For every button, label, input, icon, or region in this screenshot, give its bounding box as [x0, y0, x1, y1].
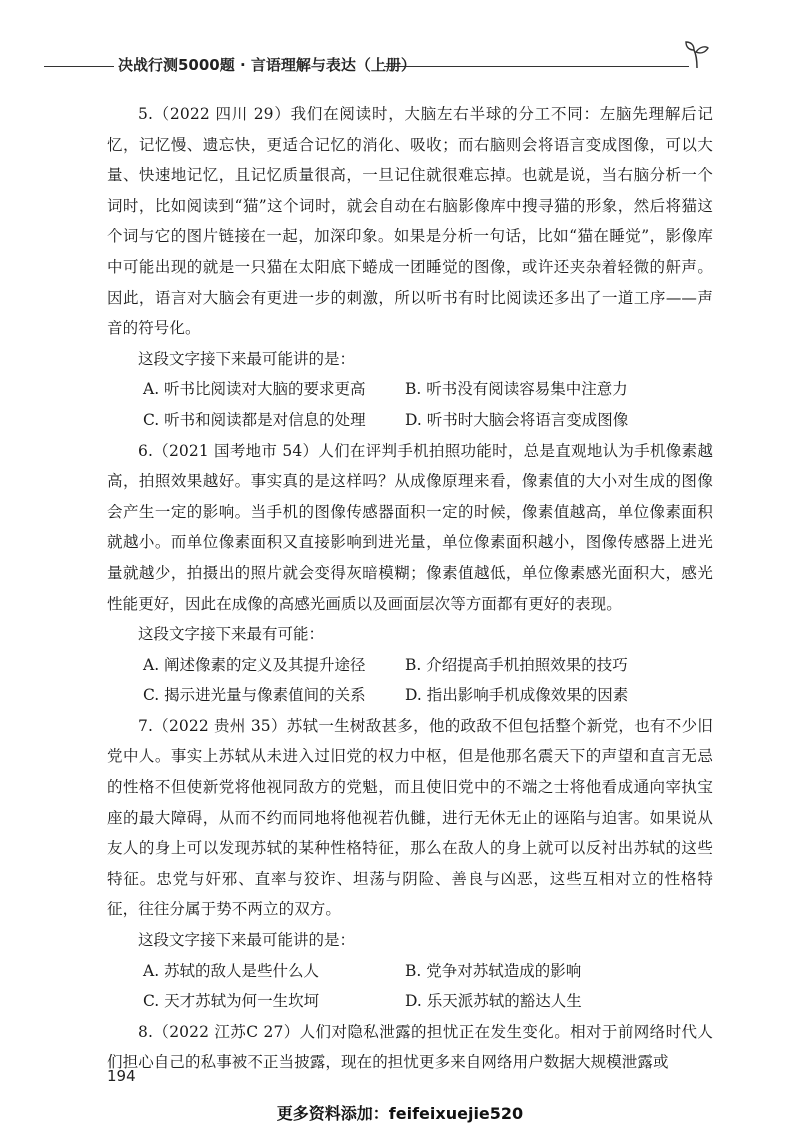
option-a: A. 阐述像素的定义及其提升途径 — [143, 655, 366, 674]
page-content — [107, 99, 713, 1078]
option-d: D. 听书时大脑会将语言变成图像 — [405, 410, 629, 429]
question-5-options — [107, 374, 713, 435]
header-title: 决战行测5000题 · 言语理解与表达（上册） — [118, 56, 416, 74]
question-7-passage: 7.（2022 贵州 35）苏轼一生树敌甚多，他的政敌不但包括整个新党，也有不少旧党中人。事实上苏轼从未进入过旧党的权力中枢，但是他那名震天下的声望和直言无忌的性格不但使新党将他视同敌方的党魁，而且使旧党中的不端之士将他看成通向宰执宝座的最大障碍，从而不约而同地将他视若仇雠，进行无休无止的诬陷与迫害。如果说从友人的身上可以发现苏轼的某种性格特征，那么在敌人的身上就可以反衬出苏轼的这些特征。忠党与奸邪、直率与狡诈、坦荡与阴险、善良与凶恶，这些互相对立的性格特征，往往分属于势不两立的双方。 — [107, 716, 713, 919]
option-b: B. 听书没有阅读容易集中注意力 — [405, 380, 628, 399]
option-d: D. 乐天派苏轼的豁达人生 — [405, 992, 582, 1011]
question-6-passage: 6.（2021 国考地市 54）人们在评判手机拍照功能时，总是直观地认为手机像素越高，拍照效果越好。事实真的是这样吗？从成像原理来看，像素值的大小对生成的图像会产生一定的影响。当手机的图像传感器面积一定的时候，像素值越高，单位像素面积就越小。而单位像素面积又直接影响到进光量，单位像素面积越小，图像传感器上进光量就越少，拍摄出的照片就会变得灰暗模糊；像素值越低，单位像素感光面积大，感光性能更好，因此在成像的高感光画质以及画面层次等方面都有更好的表现。 — [107, 441, 713, 613]
question-7-options — [107, 956, 713, 1017]
page-number: 194 — [107, 1067, 136, 1085]
option-b: B. 介绍提高手机拍照效果的技巧 — [405, 655, 628, 674]
question-6-options — [107, 650, 713, 711]
question-5-prompt: 这段文字接下来最可能讲的是： — [138, 349, 356, 368]
question-6-prompt: 这段文字接下来最有可能： — [138, 625, 325, 644]
option-a: A. 听书比阅读对大脑的要求更高 — [143, 380, 366, 399]
option-d: D. 指出影响手机成像效果的因素 — [405, 686, 629, 705]
question-8-passage: 8.（2022 江苏C 27）人们对隐私泄露的担忧正在发生变化。相对于前网络时代人们担心自己的私事被不正当披露，现在的担忧更多来自网络用户数据大规模泄露或 — [107, 1022, 713, 1072]
option-c: C. 天才苏轼为何一生坎坷 — [143, 992, 320, 1011]
question-5-passage: 5.（2022 四川 29）我们在阅读时，大脑左右半球的分工不同：左脑先理解后记忆，记忆慢、遗忘快，更适合记忆的消化、吸收；而右脑则会将语言变成图像，可以大量、快速地记忆，且记忆质量很高，一旦记住就很难忘掉。也就是说，当右脑分析一个词时，比如阅读到“猫”这个词时，就会自动在右脑影像库中搜寻猫的形象，然后将猫这个词与它的图片链接在一起，加深印象。如果是分析一句话，比如“猫在睡觉”，影像库中可能出现的就是一只猫在太阳底下蜷成一团睡觉的图像，或许还夹杂着轻微的鼾声。因此，语言对大脑会有更进一步的刺激，所以听书有时比阅读还多出了一道工序——声音的符号化。 — [107, 105, 713, 338]
question-7-prompt: 这段文字接下来最可能讲的是： — [138, 931, 356, 950]
option-c: C. 听书和阅读都是对信息的处理 — [143, 410, 366, 429]
header-rule-right — [384, 66, 689, 67]
option-c: C. 揭示进光量与像素值间的关系 — [143, 686, 366, 705]
footer-note: 更多资料添加：feifeixuejie520 — [276, 1104, 524, 1123]
option-a: A. 苏轼的敌人是些什么人 — [143, 961, 320, 980]
sprout-icon — [684, 40, 710, 70]
option-b: B. 党争对苏轼造成的影响 — [405, 961, 582, 980]
header-rule-left — [44, 66, 114, 67]
running-header — [0, 52, 800, 86]
